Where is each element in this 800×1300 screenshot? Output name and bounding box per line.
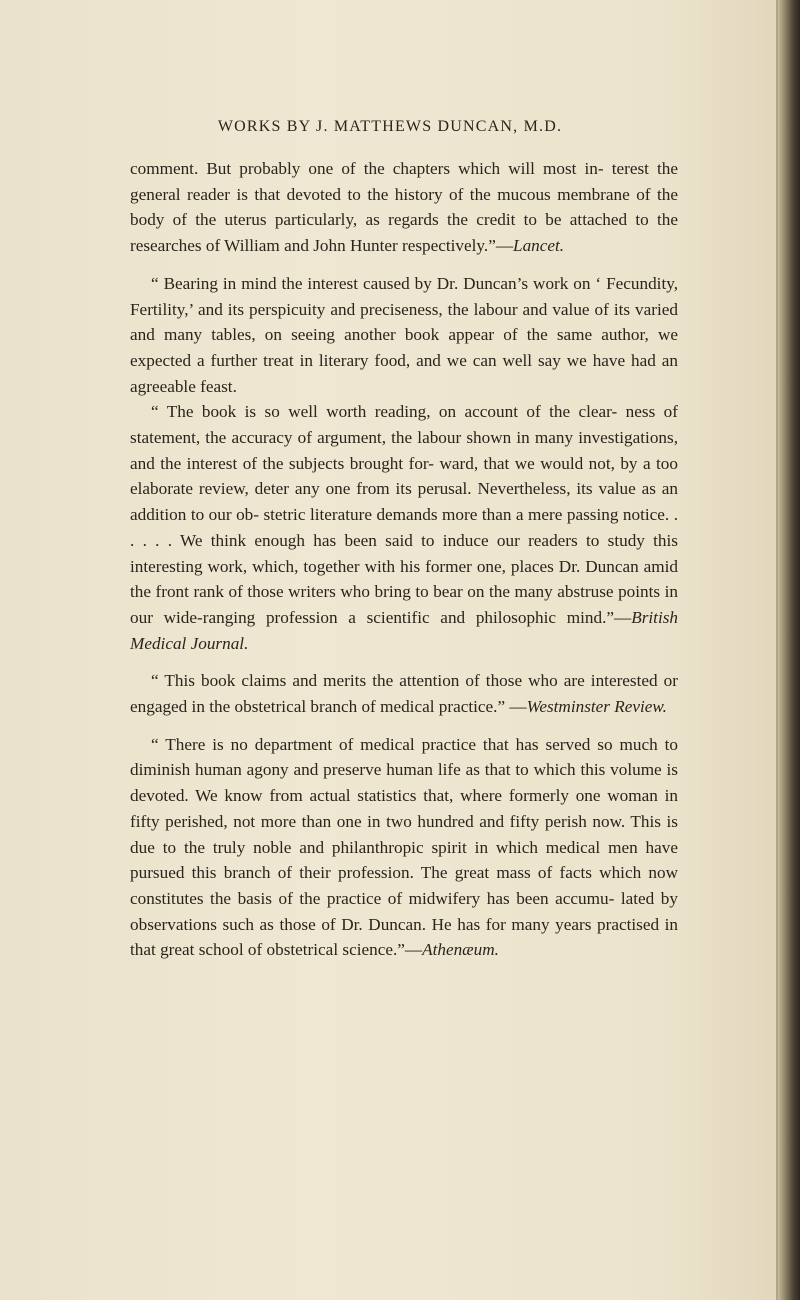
paragraph-text: comment. But probably one of the chapters which will most in- terest the general reader is that devoted to the history of the mucous membrane of the body of the uterus particularly, as regards the credit to be attached to the researches of William and John Hunter respectively.”—	[130, 159, 678, 256]
paragraph-lancet	[130, 156, 678, 259]
paragraph-westminster	[130, 668, 678, 719]
paragraph-text: “ The book is so well worth reading, on account of the clear- ness of statement, the accuracy of argument, the labour shown in many investigations, and the interest of the subjects brought for- ward, that we would not, by a too elaborate review, deter any one from its perusal. Nevertheless, its value as an addition to our ob- stetric literature demands more than a mere passing notice. . . . . . We think enough has been said to induce our readers to study this interesting work, which, together with his former one, places Dr. Duncan amid the front rank of those writers who bring to bear on the many abstruse points in our wide-ranging profession a scientific and philosophic mind.”—	[130, 402, 678, 627]
source-citation: Athenæum.	[422, 940, 499, 960]
running-header: WORKS BY J. MATTHEWS DUNCAN, M.D.	[217, 118, 563, 135]
paragraph-athenaeum	[130, 732, 678, 963]
page-body	[130, 156, 678, 975]
source-citation: Westminster Review.	[526, 697, 667, 717]
book-spine-shadow	[778, 0, 800, 1300]
paragraph-bmj	[130, 399, 678, 656]
paragraph-text: “ There is no department of medical practice that has served so much to diminish human agony and preserve human life as that to which this volume is devoted. We know from actual statistics that, where formerly one woman in fifty perished, not more than one in two hundred and fifty perish now. This is due to the truly noble and philanthropic spirit in which medical men have pursued this branch of their profession. The great mass of facts which now constitutes the basis of the practice of midwifery has been accumu- lated by observations such as those of Dr. Duncan. He has for many years practised in that great school of obstetrical science.”—	[130, 734, 678, 960]
paragraph-text: “ This book claims and merits the attention of those who are interested or engaged in the obstetrical branch of medical practice.” —	[130, 671, 678, 717]
paragraph-text: “ Bearing in mind the interest caused by Dr. Duncan’s work on ‘ Fecundity, Fertility,’ and its perspicuity and preciseness, the labour and value of its varied and many tables, on seeing another book appear of the same author, we expected a further treat in literary food, and we can well say we have had an agreeable feast.	[130, 273, 678, 396]
paragraph-bearing	[130, 271, 678, 400]
source-citation: Lancet.	[513, 236, 565, 256]
source-citation: British Medical Journal.	[130, 607, 678, 653]
